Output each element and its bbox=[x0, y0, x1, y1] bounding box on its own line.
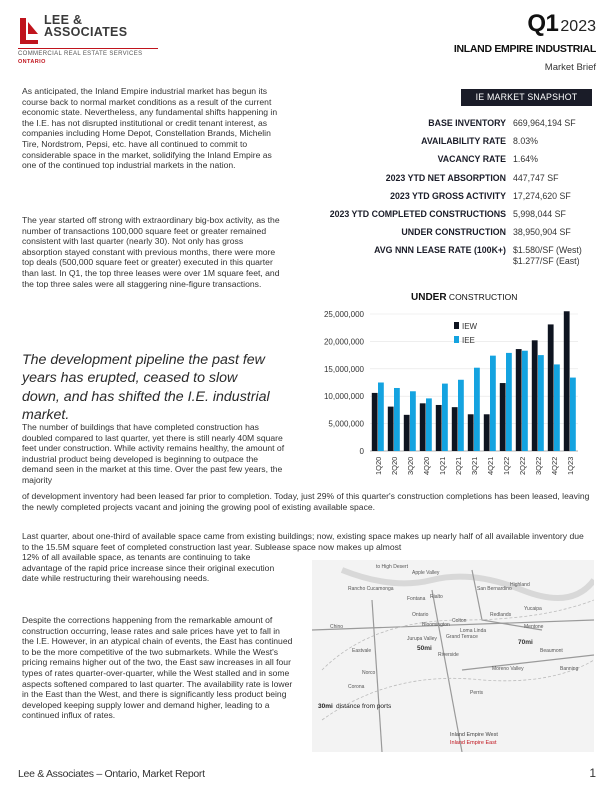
x-tick-label: 2Q22 bbox=[518, 456, 527, 475]
y-tick-label: 25,000,000 bbox=[323, 310, 364, 319]
body-paragraph-3b: of development inventory had been leased far prior to completion. Today, just 29% of this quarter's construction completions has been leased, leaving the newly completed projects vacant and joining the growing pool of existing available space. bbox=[22, 491, 590, 512]
snapshot-value bbox=[513, 245, 582, 267]
map-city-label: Fontana bbox=[407, 596, 426, 602]
bar-iew-4q21 bbox=[484, 414, 490, 451]
bar-iee-3q22 bbox=[538, 355, 544, 451]
page-number: 1 bbox=[589, 766, 596, 780]
bar-iee-4q22 bbox=[554, 364, 560, 451]
bar-iee-1q23 bbox=[570, 378, 576, 451]
legend-swatch-iee bbox=[454, 336, 459, 343]
bar-iew-1q20 bbox=[372, 393, 378, 451]
snapshot-heading: IE MARKET SNAPSHOT bbox=[461, 89, 592, 106]
snapshot-row bbox=[290, 227, 600, 238]
bar-iew-2q22 bbox=[516, 349, 522, 451]
map-city-label: Rancho Cucamonga bbox=[348, 586, 394, 592]
map-city-label: Loma Linda bbox=[460, 628, 487, 634]
logo-tagline: COMMERCIAL REAL ESTATE SERVICES bbox=[18, 51, 143, 57]
logo-divider bbox=[18, 48, 158, 49]
snapshot-row bbox=[290, 154, 600, 165]
report-quarter bbox=[527, 10, 596, 38]
bar-iew-3q22 bbox=[532, 340, 538, 451]
x-tick-label: 1Q21 bbox=[438, 456, 447, 475]
map-distance-note: distance from ports bbox=[336, 703, 392, 710]
map-city-label: Apple Valley bbox=[412, 570, 440, 576]
map-city-label: Beaumont bbox=[540, 648, 563, 654]
bar-iee-1q20 bbox=[378, 383, 384, 452]
logo-name-line2: ASSOCIATES bbox=[44, 25, 128, 39]
chart-title-rest: CONSTRUCTION bbox=[446, 292, 518, 302]
bar-iew-1q21 bbox=[436, 405, 442, 451]
legend-label-iee: IEE bbox=[462, 336, 475, 345]
snapshot-label: VACANCY RATE bbox=[437, 154, 506, 165]
legend-label-iew: IEW bbox=[462, 322, 478, 331]
chart-title-bold: UNDER bbox=[411, 292, 447, 303]
x-tick-label: 2Q21 bbox=[454, 456, 463, 475]
map-city-label: Highland bbox=[510, 582, 530, 588]
bar-iee-2q20 bbox=[394, 388, 400, 451]
bar-iew-4q22 bbox=[548, 324, 554, 451]
x-tick-label: 1Q20 bbox=[374, 456, 383, 475]
map-city-label: Bloomington bbox=[422, 622, 450, 628]
snapshot-label: 2023 YTD GROSS ACTIVITY bbox=[390, 190, 506, 201]
snapshot-label: AVAILABILITY RATE bbox=[421, 136, 506, 147]
snapshot-value: 8.03% bbox=[513, 136, 538, 147]
snapshot-row bbox=[290, 245, 600, 267]
map-scale-30mi: 30mi bbox=[318, 703, 333, 710]
snapshot-label: BASE INVENTORY bbox=[428, 118, 506, 128]
body-paragraph-3a: The number of buildings that have completed construction has doubled compared to last quarter, yet there is still nearly 40M square feet under construction. While activity remains healthy, the amount of industrial product being developed is beginning to outpace the demand seen in the market at this time. Over the past few years, the majority bbox=[22, 422, 285, 485]
lee-associates-logo-icon bbox=[18, 16, 40, 46]
map-city-label: to High Desert bbox=[376, 564, 408, 570]
snapshot-value: 17,274,620 SF bbox=[513, 190, 571, 201]
map-city-label: Chino bbox=[330, 624, 344, 630]
x-tick-label: 4Q22 bbox=[550, 456, 559, 475]
bar-iee-1q22 bbox=[506, 353, 512, 451]
logo-name-line1: LEE & bbox=[44, 13, 83, 27]
bar-iew-3q21 bbox=[468, 414, 474, 451]
x-tick-label: 4Q20 bbox=[422, 456, 431, 475]
map-scale-70mi: 70mi bbox=[518, 639, 533, 646]
bar-iee-2q22 bbox=[522, 351, 528, 451]
logo-wordmark bbox=[44, 14, 127, 38]
body-paragraph-5: Despite the corrections happening from the remarkable amount of construction occurring, lease rates and sale prices have yet to fall in the I.E. However, in an atypical chain of events, the East has continued to be the more competitive of the two submarkets. While the West's pricing remains higher out of the two, the East saw increases in all four types of rates quarter-over-quarter, while the West stalled and in some aspects softened compared to last quarter. The availability rate is lower in the East than the West, and there is significantly less product being developed keeping supply lower and demand higher, leading to a continued influx of rates. bbox=[22, 615, 293, 721]
bar-iee-4q21 bbox=[490, 356, 496, 451]
under-construction-chart bbox=[302, 306, 592, 498]
map-scale-50mi: 50mi bbox=[417, 645, 432, 652]
y-tick-label: 0 bbox=[359, 447, 364, 456]
x-tick-label: 4Q21 bbox=[486, 456, 495, 475]
snapshot-value: 38,950,904 SF bbox=[513, 227, 571, 238]
snapshot-row bbox=[290, 173, 600, 184]
x-tick-label: 3Q21 bbox=[470, 456, 479, 475]
snapshot-label: 2023 YTD COMPLETED CONSTRUCTIONS bbox=[329, 208, 506, 219]
body-paragraph-1: As anticipated, the Inland Empire industrial market has begun its course back to normal market conditions as a result of the current economic state. Nevertheless, any fundamental shifts happening in the I.E. has not disrupted institutional or credit tenant interest, as companies including Home Depot, Constellation Brands, Michelin Tire, Nordstrom, Pepsi, etc. have all continued to commit to considerable space in the market, solidifying the Inland Empire as one of the continued top industrial markets in the nation. bbox=[22, 86, 278, 171]
y-tick-label: 10,000,000 bbox=[323, 392, 364, 402]
body-paragraph-4b: 12% of all available space, as tenants are continuing to take advantage of the rapid price increase since their original execution date while restructuring their warehousing needs. bbox=[22, 552, 275, 584]
snapshot-row bbox=[290, 136, 600, 147]
bar-iew-1q22 bbox=[500, 383, 506, 451]
snapshot-value: 669,964,194 SF bbox=[513, 118, 576, 128]
map-city-label: Eastvale bbox=[352, 648, 372, 654]
map-legend-west: Inland Empire West bbox=[450, 732, 498, 738]
bar-iew-2q20 bbox=[388, 407, 394, 451]
bar-iee-3q21 bbox=[474, 368, 480, 451]
map-city-label: Mentone bbox=[524, 624, 544, 630]
bar-iee-1q21 bbox=[442, 384, 448, 451]
snapshot-value: 5,998,044 SF bbox=[513, 208, 566, 219]
snapshot-row bbox=[290, 191, 600, 202]
market-subtitle: Market Brief bbox=[544, 62, 596, 73]
map-city-label: Yucaipa bbox=[524, 606, 542, 612]
map-legend-east: Inland Empire East bbox=[450, 740, 497, 746]
bar-iee-3q20 bbox=[410, 391, 416, 451]
map-city-label: San Bernardino bbox=[477, 586, 512, 592]
map-city-label: Ontario bbox=[412, 612, 429, 618]
x-tick-label: 1Q23 bbox=[566, 456, 575, 475]
x-tick-label: 1Q22 bbox=[502, 456, 511, 475]
bar-iew-4q20 bbox=[420, 403, 426, 451]
map-city-label: Perris bbox=[470, 690, 484, 696]
map-city-label: Norco bbox=[362, 670, 376, 676]
snapshot-row bbox=[290, 118, 600, 129]
map-city-label: Moreno Valley bbox=[492, 666, 524, 672]
map-city-label: Colton bbox=[452, 618, 467, 624]
legend-swatch-iew bbox=[454, 322, 459, 329]
map-city-label: Banning bbox=[560, 666, 579, 672]
x-tick-label: 3Q20 bbox=[406, 456, 415, 475]
x-tick-label: 2Q20 bbox=[390, 456, 399, 475]
lease-rate-east: $1.277/SF (East) bbox=[513, 256, 580, 267]
bar-iee-4q20 bbox=[426, 398, 432, 451]
lease-rate-west: $1.580/SF (West) bbox=[513, 245, 582, 256]
quarter-label: Q1 bbox=[527, 10, 559, 37]
bar-iee-2q21 bbox=[458, 380, 464, 451]
snapshot-label: 2023 YTD NET ABSORPTION bbox=[385, 172, 506, 183]
map-city-label: Grand Terrace bbox=[446, 634, 478, 640]
snapshot-label: UNDER CONSTRUCTION bbox=[401, 227, 506, 238]
bar-iew-2q21 bbox=[452, 407, 458, 451]
bar-iew-3q20 bbox=[404, 415, 410, 451]
map-city-label: Riverside bbox=[438, 652, 459, 658]
x-tick-label: 3Q22 bbox=[534, 456, 543, 475]
y-tick-label: 15,000,000 bbox=[323, 364, 364, 374]
y-tick-label: 5,000,000 bbox=[328, 419, 364, 429]
inland-empire-map bbox=[312, 560, 594, 752]
map-city-label: Rialto bbox=[430, 594, 443, 600]
snapshot-value: 447,747 SF bbox=[513, 172, 559, 183]
year-label: 2023 bbox=[560, 18, 596, 35]
map-city-label: Redlands bbox=[490, 612, 512, 618]
market-title: INLAND EMPIRE INDUSTRIAL bbox=[453, 43, 596, 55]
pull-quote: The development pipeline the past few years has erupted, ceased to slow down, and has shifted the I.E. industrial market. bbox=[22, 352, 270, 424]
snapshot-value: 1.64% bbox=[513, 154, 538, 165]
map-city-label: Corona bbox=[348, 684, 365, 690]
bar-iew-1q23 bbox=[564, 311, 570, 451]
body-paragraph-4a: Last quarter, about one-third of available space came from existing buildings; now, existing space makes up nearly half of all available inventory due to the 15.5M square feet of completed construction last year. Sublease space now makes up almost bbox=[22, 531, 584, 552]
logo-region: ONTARIO bbox=[18, 59, 46, 65]
map-city-label: Jurupa Valley bbox=[407, 636, 437, 642]
body-paragraph-2: The year started off strong with extraordinary big-box activity, as the number of transactions 100,000 square feet or greater remained consistent with last quarter (nearly 30). Not only has gross absorption stayed constant with previous months, there were more top deals (500,000 square feet or greater) executed in this quarter than last. In Q1, the top three leases were over 1M square feet, and the top three sales were all staggering nine-figure transactions. bbox=[22, 215, 280, 289]
snapshot-label: AVG NNN LEASE RATE (100K+) bbox=[374, 245, 506, 256]
footer-text: Lee & Associates – Ontario, Market Report bbox=[18, 768, 205, 780]
y-tick-label: 20,000,000 bbox=[323, 337, 364, 347]
snapshot-row bbox=[290, 209, 600, 220]
chart-title bbox=[411, 292, 517, 303]
snapshot-table bbox=[290, 118, 600, 275]
